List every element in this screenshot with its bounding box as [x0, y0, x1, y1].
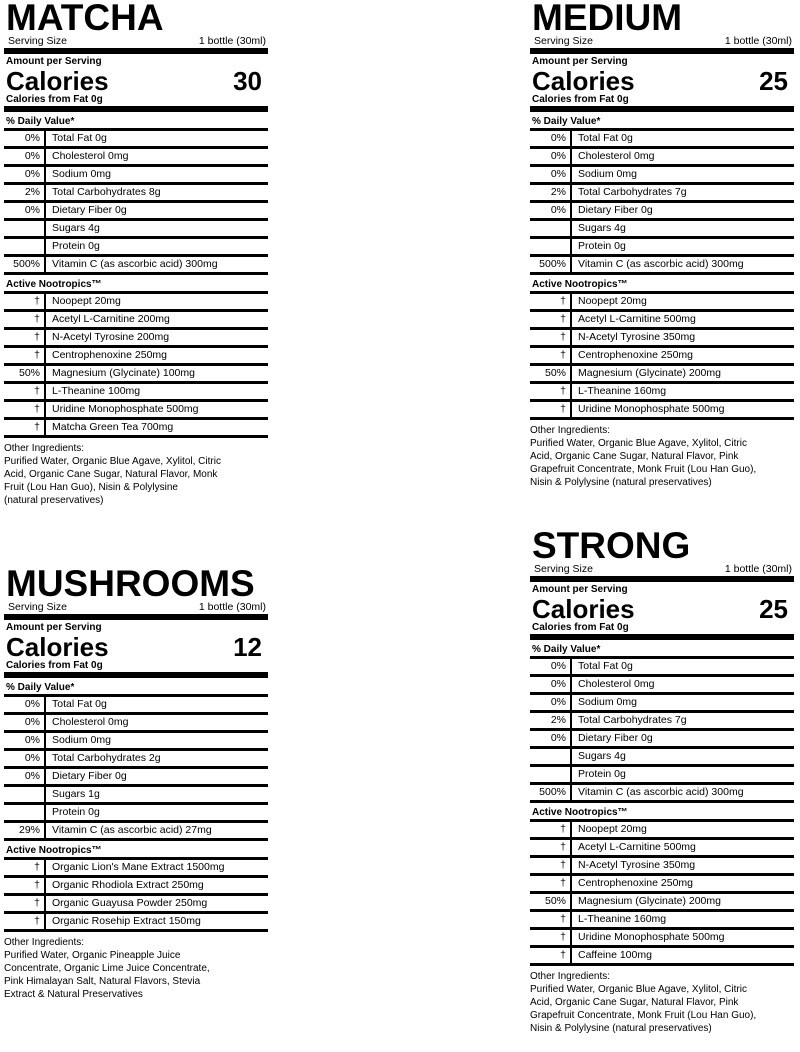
- nootropic-row: [530, 294, 794, 312]
- nutrient-name: Total Fat 0g: [52, 698, 107, 710]
- nootropic-name: N-Acetyl Tyrosine 350mg: [578, 331, 696, 343]
- serving-size-label: Serving Size: [8, 601, 67, 613]
- nootropic-percent: †: [530, 348, 572, 363]
- nutrient-row: [4, 697, 268, 715]
- amount-per-serving: Amount per Serving: [532, 56, 628, 67]
- nootropic-name: Uridine Monophosphate 500mg: [578, 403, 725, 415]
- other-ingredients-line: Grapefruit Concentrate, Monk Fruit (Lou Han Guo),: [530, 1010, 757, 1021]
- other-ingredients-label: Other Ingredients:: [530, 425, 611, 436]
- calories-row: [4, 632, 268, 662]
- nutrient-percent: 0%: [530, 149, 572, 164]
- other-ingredients-line: Purified Water, Organic Blue Agave, Xylitol, Citric: [4, 456, 221, 467]
- nutrient-row: [530, 677, 794, 695]
- nutrient-percent: 0%: [4, 733, 46, 748]
- label-mushrooms: [4, 563, 268, 1001]
- nootropic-name: N-Acetyl Tyrosine 200mg: [52, 331, 170, 343]
- nutrient-row: [530, 221, 794, 239]
- nootropic-name: Noopept 20mg: [52, 295, 121, 307]
- serving-size-label: Serving Size: [8, 35, 67, 47]
- calories-label: Calories: [532, 594, 635, 624]
- nutrient-name: Vitamin C (as ascorbic acid) 300mg: [578, 786, 744, 798]
- amount-per-serving: Amount per Serving: [6, 56, 102, 67]
- nootropic-percent: †: [530, 402, 572, 417]
- nootropic-row: [530, 894, 794, 912]
- nootropic-row: [530, 330, 794, 348]
- nootropic-name: Acetyl L-Carnitine 500mg: [578, 313, 696, 325]
- nootropics-header: Active Nootropics™: [4, 275, 268, 294]
- nootropic-name: Noopept 20mg: [578, 295, 647, 307]
- nootropic-name: Magnesium (Glycinate) 200mg: [578, 367, 721, 379]
- other-ingredients-label: Other Ingredients:: [4, 937, 85, 948]
- nutrient-percent: [4, 221, 46, 236]
- nootropic-percent: †: [4, 860, 46, 875]
- nootropic-percent: †: [530, 876, 572, 891]
- nutrient-name: Sodium 0mg: [52, 168, 111, 180]
- nootropic-name: Magnesium (Glycinate) 100mg: [52, 367, 195, 379]
- nootropic-name: Centrophenoxine 250mg: [578, 349, 693, 361]
- calories-label: Calories: [6, 632, 109, 662]
- nootropic-row: [4, 366, 268, 384]
- calories-label: Calories: [6, 66, 109, 96]
- nutrient-row: [4, 805, 268, 823]
- nutrient-row: [530, 749, 794, 767]
- nutrient-row: [4, 787, 268, 805]
- daily-value-header: % Daily Value*: [530, 640, 794, 659]
- nutrient-name: Sugars 1g: [52, 788, 100, 800]
- nutrient-name: Protein 0g: [578, 768, 626, 780]
- nootropic-name: Uridine Monophosphate 500mg: [52, 403, 199, 415]
- nutrient-name: Protein 0g: [52, 240, 100, 252]
- amount-per-serving: Amount per Serving: [532, 584, 628, 595]
- nutrient-row: [530, 785, 794, 803]
- nootropic-percent: †: [530, 948, 572, 963]
- nootropic-row: [4, 330, 268, 348]
- nootropic-percent: †: [4, 878, 46, 893]
- nootropic-percent: †: [4, 914, 46, 929]
- nutrient-name: Vitamin C (as ascorbic acid) 300mg: [578, 258, 744, 270]
- nootropic-row: [530, 930, 794, 948]
- nutrient-name: Dietary Fiber 0g: [578, 204, 653, 216]
- nutrient-name: Cholesterol 0mg: [578, 150, 655, 162]
- nootropic-row: [530, 912, 794, 930]
- nootropic-percent: †: [4, 402, 46, 417]
- nootropic-row: [530, 822, 794, 840]
- nutrient-row: [530, 767, 794, 785]
- nootropic-row: [4, 312, 268, 330]
- nutrient-percent: 0%: [530, 167, 572, 182]
- nutrient-row: [530, 185, 794, 203]
- nutrient-row: [4, 751, 268, 769]
- nutrient-name: Sodium 0mg: [578, 696, 637, 708]
- calories-row: [4, 66, 268, 96]
- nutrient-name: Cholesterol 0mg: [578, 678, 655, 690]
- calories-from-fat: Calories from Fat 0g: [4, 659, 268, 678]
- nutrient-percent: 0%: [4, 769, 46, 784]
- label-title: MATCHA: [6, 0, 164, 38]
- nootropic-row: [4, 914, 268, 932]
- nutrient-name: Sugars 4g: [52, 222, 100, 234]
- nutrient-row: [530, 239, 794, 257]
- serving-size-value: 1 bottle (30ml): [198, 35, 266, 47]
- nutrient-name: Sodium 0mg: [578, 168, 637, 180]
- nutrient-percent: 0%: [530, 131, 572, 146]
- daily-value-header: % Daily Value*: [530, 112, 794, 131]
- nootropic-name: Magnesium (Glycinate) 200mg: [578, 895, 721, 907]
- other-ingredients-line: Pink Himalayan Salt, Natural Flavors, Stevia: [4, 976, 201, 987]
- nootropic-name: Organic Lion's Mane Extract 1500mg: [52, 861, 225, 873]
- nootropic-name: Uridine Monophosphate 500mg: [578, 931, 725, 943]
- nutrient-row: [4, 733, 268, 751]
- daily-value-header: % Daily Value*: [4, 678, 268, 697]
- label-matcha: [4, 0, 268, 507]
- nutrient-percent: [4, 239, 46, 254]
- calories-from-fat: Calories from Fat 0g: [530, 93, 794, 112]
- nootropic-name: Centrophenoxine 250mg: [52, 349, 167, 361]
- calories-value: 25: [759, 594, 788, 624]
- nutrient-name: Vitamin C (as ascorbic acid) 300mg: [52, 258, 218, 270]
- nutrient-row: [4, 715, 268, 733]
- label-strong: [530, 525, 794, 1035]
- nootropic-percent: †: [4, 312, 46, 327]
- nutrient-name: Protein 0g: [578, 240, 626, 252]
- nutrient-name: Sugars 4g: [578, 750, 626, 762]
- nutrient-percent: 29%: [4, 823, 46, 838]
- nootropic-name: L-Theanine 160mg: [578, 913, 667, 925]
- nutrient-row: [4, 167, 268, 185]
- nutrient-name: Dietary Fiber 0g: [52, 204, 127, 216]
- nutrient-name: Total Fat 0g: [578, 660, 633, 672]
- nootropic-percent: †: [530, 312, 572, 327]
- other-ingredients: [4, 932, 268, 1001]
- nutrient-percent: [530, 239, 572, 254]
- other-ingredients-line: Purified Water, Organic Pineapple Juice: [4, 950, 181, 961]
- nutrient-row: [530, 731, 794, 749]
- nootropic-name: Organic Rhodiola Extract 250mg: [52, 879, 204, 891]
- nootropic-name: L-Theanine 100mg: [52, 385, 141, 397]
- nutrient-row: [530, 713, 794, 731]
- other-ingredients-line: Acid, Organic Cane Sugar, Natural Flavor, Monk: [4, 469, 218, 480]
- other-ingredients-label: Other Ingredients:: [4, 443, 85, 454]
- nutrient-percent: 0%: [4, 751, 46, 766]
- nootropic-name: Caffeine 100mg: [578, 949, 652, 961]
- nootropic-row: [530, 312, 794, 330]
- nutrient-row: [4, 131, 268, 149]
- serving-size-value: 1 bottle (30ml): [724, 35, 792, 47]
- label-title: MUSHROOMS: [6, 563, 255, 604]
- nutrient-row: [530, 167, 794, 185]
- nutrient-percent: [530, 767, 572, 782]
- nutrient-percent: 0%: [4, 167, 46, 182]
- daily-value-header: % Daily Value*: [4, 112, 268, 131]
- nootropic-row: [530, 876, 794, 894]
- nootropic-name: Acetyl L-Carnitine 500mg: [578, 841, 696, 853]
- nutrient-row: [4, 769, 268, 787]
- nootropic-row: [530, 858, 794, 876]
- nutrient-name: Cholesterol 0mg: [52, 150, 129, 162]
- nutrient-percent: 2%: [4, 185, 46, 200]
- label-title: STRONG: [532, 525, 691, 566]
- nutrient-row: [4, 221, 268, 239]
- other-ingredients-line: Grapefruit Concentrate, Monk Fruit (Lou Han Guo),: [530, 464, 757, 475]
- nutrient-row: [4, 823, 268, 841]
- other-ingredients-label: Other Ingredients:: [530, 971, 611, 982]
- calories-from-fat: Calories from Fat 0g: [4, 93, 268, 112]
- other-ingredients-line: Nisin & Polylysine (natural preservatives): [530, 477, 712, 488]
- nutrient-percent: 0%: [530, 731, 572, 746]
- nutrient-row: [4, 149, 268, 167]
- nootropic-name: Organic Rosehip Extract 150mg: [52, 915, 201, 927]
- nutrient-percent: 0%: [530, 659, 572, 674]
- nutrient-percent: 500%: [530, 257, 572, 272]
- nutrient-row: [530, 149, 794, 167]
- nootropic-row: [530, 402, 794, 420]
- nootropic-name: Noopept 20mg: [578, 823, 647, 835]
- nutrient-percent: 0%: [530, 677, 572, 692]
- nootropic-percent: †: [4, 348, 46, 363]
- nootropic-percent: †: [4, 896, 46, 911]
- nootropic-row: [530, 366, 794, 384]
- nootropics-header: Active Nootropics™: [530, 275, 794, 294]
- nootropic-row: [4, 294, 268, 312]
- calories-label: Calories: [532, 66, 635, 96]
- nootropic-percent: †: [4, 420, 46, 435]
- other-ingredients: [530, 420, 794, 489]
- nootropic-percent: †: [530, 930, 572, 945]
- serving-size-value: 1 bottle (30ml): [724, 563, 792, 575]
- nutrient-name: Total Carbohydrates 2g: [52, 752, 161, 764]
- nootropic-percent: †: [530, 330, 572, 345]
- nootropic-percent: †: [530, 840, 572, 855]
- nutrient-row: [530, 131, 794, 149]
- nutrient-percent: [4, 805, 46, 820]
- nootropic-row: [4, 384, 268, 402]
- nutrient-row: [530, 257, 794, 275]
- nootropic-row: [4, 420, 268, 438]
- calories-row: [530, 66, 794, 96]
- serving-size-label: Serving Size: [534, 563, 593, 575]
- nootropic-row: [4, 860, 268, 878]
- nutrient-name: Total Fat 0g: [578, 132, 633, 144]
- nutrient-name: Dietary Fiber 0g: [52, 770, 127, 782]
- nootropic-percent: 50%: [4, 366, 46, 381]
- nootropic-percent: †: [4, 384, 46, 399]
- calories-value: 12: [233, 632, 262, 662]
- nootropic-name: N-Acetyl Tyrosine 350mg: [578, 859, 696, 871]
- nootropic-percent: †: [530, 912, 572, 927]
- nutrient-name: Vitamin C (as ascorbic acid) 27mg: [52, 824, 212, 836]
- nootropic-row: [530, 840, 794, 858]
- nutrient-percent: 0%: [4, 131, 46, 146]
- nutrient-row: [530, 695, 794, 713]
- nutrient-name: Total Carbohydrates 8g: [52, 186, 161, 198]
- nutrient-percent: [530, 221, 572, 236]
- other-ingredients-line: Acid, Organic Cane Sugar, Natural Flavor, Pink: [530, 451, 739, 462]
- nutrient-name: Dietary Fiber 0g: [578, 732, 653, 744]
- nutrient-row: [4, 239, 268, 257]
- nootropic-percent: †: [4, 294, 46, 309]
- label-title: MEDIUM: [532, 0, 683, 38]
- nootropic-row: [4, 402, 268, 420]
- nootropic-percent: †: [530, 384, 572, 399]
- nutrient-percent: 0%: [530, 203, 572, 218]
- nootropic-name: Acetyl L-Carnitine 200mg: [52, 313, 170, 325]
- nutrient-percent: 0%: [4, 203, 46, 218]
- nutrient-percent: 0%: [4, 697, 46, 712]
- nootropics-header: Active Nootropics™: [530, 803, 794, 822]
- nutrient-row: [530, 203, 794, 221]
- nutrient-percent: 2%: [530, 713, 572, 728]
- nutrient-name: Protein 0g: [52, 806, 100, 818]
- serving-size-label: Serving Size: [534, 35, 593, 47]
- nutrient-name: Cholesterol 0mg: [52, 716, 129, 728]
- serving-size-value: 1 bottle (30ml): [198, 601, 266, 613]
- nutrient-row: [530, 659, 794, 677]
- other-ingredients-line: Fruit (Lou Han Guo), Nisin & Polylysine: [4, 482, 178, 493]
- nutrient-percent: [4, 787, 46, 802]
- other-ingredients-line: Purified Water, Organic Blue Agave, Xylitol, Citric: [530, 984, 747, 995]
- nutrient-percent: 500%: [530, 785, 572, 800]
- nutrient-name: Total Fat 0g: [52, 132, 107, 144]
- other-ingredients-line: (natural preservatives): [4, 495, 104, 506]
- other-ingredients-line: Purified Water, Organic Blue Agave, Xylitol, Citric: [530, 438, 747, 449]
- calories-from-fat: Calories from Fat 0g: [530, 621, 794, 640]
- nootropics-header: Active Nootropics™: [4, 841, 268, 860]
- other-ingredients-line: Nisin & Polylysine (natural preservatives): [530, 1023, 712, 1034]
- nutrient-name: Sodium 0mg: [52, 734, 111, 746]
- nutrient-name: Sugars 4g: [578, 222, 626, 234]
- nootropic-row: [530, 948, 794, 966]
- other-ingredients: [4, 438, 268, 507]
- other-ingredients-line: Extract & Natural Preservatives: [4, 989, 143, 1000]
- other-ingredients-line: Concentrate, Organic Lime Juice Concentrate,: [4, 963, 210, 974]
- calories-row: [530, 594, 794, 624]
- nutrient-row: [4, 257, 268, 275]
- amount-per-serving: Amount per Serving: [6, 622, 102, 633]
- nootropic-row: [530, 384, 794, 402]
- calories-value: 25: [759, 66, 788, 96]
- nootropic-percent: 50%: [530, 894, 572, 909]
- nutrient-percent: 0%: [4, 715, 46, 730]
- other-ingredients-line: Acid, Organic Cane Sugar, Natural Flavor, Pink: [530, 997, 739, 1008]
- nootropic-percent: †: [4, 330, 46, 345]
- nutrient-name: Total Carbohydrates 7g: [578, 186, 687, 198]
- nootropic-name: L-Theanine 160mg: [578, 385, 667, 397]
- nootropic-name: Centrophenoxine 250mg: [578, 877, 693, 889]
- nootropic-row: [530, 348, 794, 366]
- calories-value: 30: [233, 66, 262, 96]
- nutrient-percent: [530, 749, 572, 764]
- nootropic-percent: †: [530, 822, 572, 837]
- nootropic-percent: †: [530, 294, 572, 309]
- nootropic-row: [4, 878, 268, 896]
- nutrient-percent: 2%: [530, 185, 572, 200]
- label-medium: [530, 0, 794, 489]
- nootropic-name: Organic Guayusa Powder 250mg: [52, 897, 208, 909]
- nootropic-percent: 50%: [530, 366, 572, 381]
- nootropic-row: [4, 896, 268, 914]
- nootropic-percent: †: [530, 858, 572, 873]
- nootropic-name: Matcha Green Tea 700mg: [52, 421, 174, 433]
- nutrient-percent: 0%: [4, 149, 46, 164]
- other-ingredients: [530, 966, 794, 1035]
- nutrient-row: [4, 203, 268, 221]
- nutrient-percent: 0%: [530, 695, 572, 710]
- nutrient-percent: 500%: [4, 257, 46, 272]
- nutrient-row: [4, 185, 268, 203]
- nootropic-row: [4, 348, 268, 366]
- nutrient-name: Total Carbohydrates 7g: [578, 714, 687, 726]
